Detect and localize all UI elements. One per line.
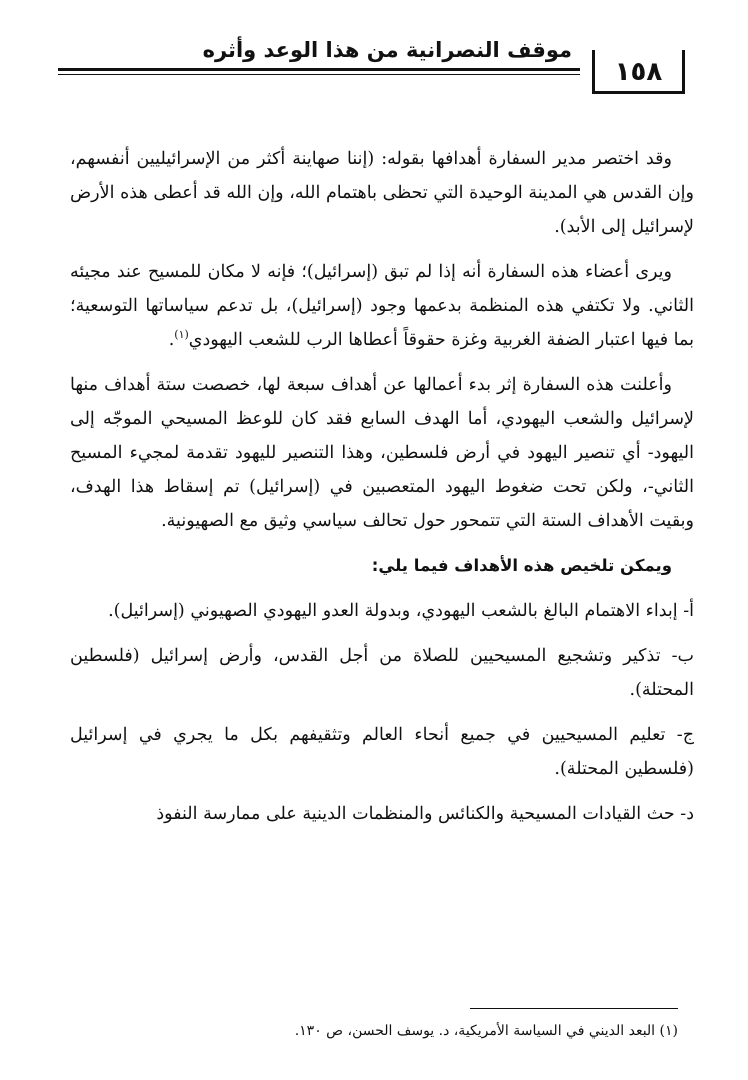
footnote-reference: (١) (174, 328, 189, 342)
main-text (70, 142, 694, 842)
page-header (58, 36, 690, 108)
footnote-separator (470, 1008, 678, 1009)
goal-c: ج- تعليم المسيحيين في جميع أنحاء العالم وتثقيفهم بكل ما يجري في إسرائيل (فلسطين المحتلة). (70, 725, 694, 779)
footnote: (١) البعد الديني في السياسة الأمريكية، د. يوسف الحسن، ص ١٣٠. (294, 1023, 678, 1039)
header-rule-thin (58, 74, 580, 75)
paragraph-3: وأعلنت هذه السفارة إثر بدء أعمالها عن أهداف سبعة لها، خصصت ستة أهداف منها لإسرائيل والشعب اليهودي، أما الهدف السابع فقد كان للوعظ المسيحي الموجّه إلى اليهود- أي تنصير اليهود في أرض فلسطين، وهذا التنصير لليهود تقدمة لمجيء المسيح الثاني-، ولكن تحت ضغوط اليهود المتعصبين في (إسرائيل) تم إسقاط هذا الهدف، وبقيت الأهداف الستة التي تتمحور حول تحالف سياسي وثيق مع الصهيونية. (70, 375, 694, 531)
header-rule-thick (58, 68, 580, 71)
paragraph-2-end: . (168, 330, 175, 350)
goal-a: أ- إبداء الاهتمام البالغ بالشعب اليهودي، وبدولة العدو اليهودي الصهيوني (إسرائيل). (108, 601, 694, 621)
page-number: ١٥٨ (592, 50, 682, 94)
goals-intro: ويمكن تلخيص هذه الأهداف فيما يلي: (371, 556, 672, 575)
paragraph-2-text: ويرى أعضاء هذه السفارة أنه إذا لم تبق (إسرائيل)؛ فإنه لا مكان للمسيح عند مجيئه الثاني. ولا تكتفي هذه المنظمة بدعمها وجود (إسرائيل)، بل تدعم سياساتها التوسعية؛ بما فيها اعتبار الضفة الغربية وغزة حقوقاً أعطاها الرب للشعب اليهودي (70, 262, 694, 350)
paragraph-1: وقد اختصر مدير السفارة أهدافها بقوله: (إننا صهاينة أكثر من الإسرائيليين أنفسهم، وإن القدس هي المدينة الوحيدة التي تحظى باهتمام الله، وإن الله قد أعطى هذه الأرض لإسرائيل إلى الأبد). (70, 149, 694, 237)
goal-d: د- حث القيادات المسيحية والكنائس والمنظمات الدينية على ممارسة النفوذ (156, 804, 694, 824)
page-number-frame-edge (682, 50, 690, 94)
paragraph-2 (70, 255, 694, 357)
goal-b: ب- تذكير وتشجيع المسيحيين للصلاة من أجل القدس، وأرض إسرائيل (فلسطين المحتلة). (70, 646, 694, 700)
running-title: موقف النصرانية من هذا الوعد وأثره (202, 38, 572, 62)
